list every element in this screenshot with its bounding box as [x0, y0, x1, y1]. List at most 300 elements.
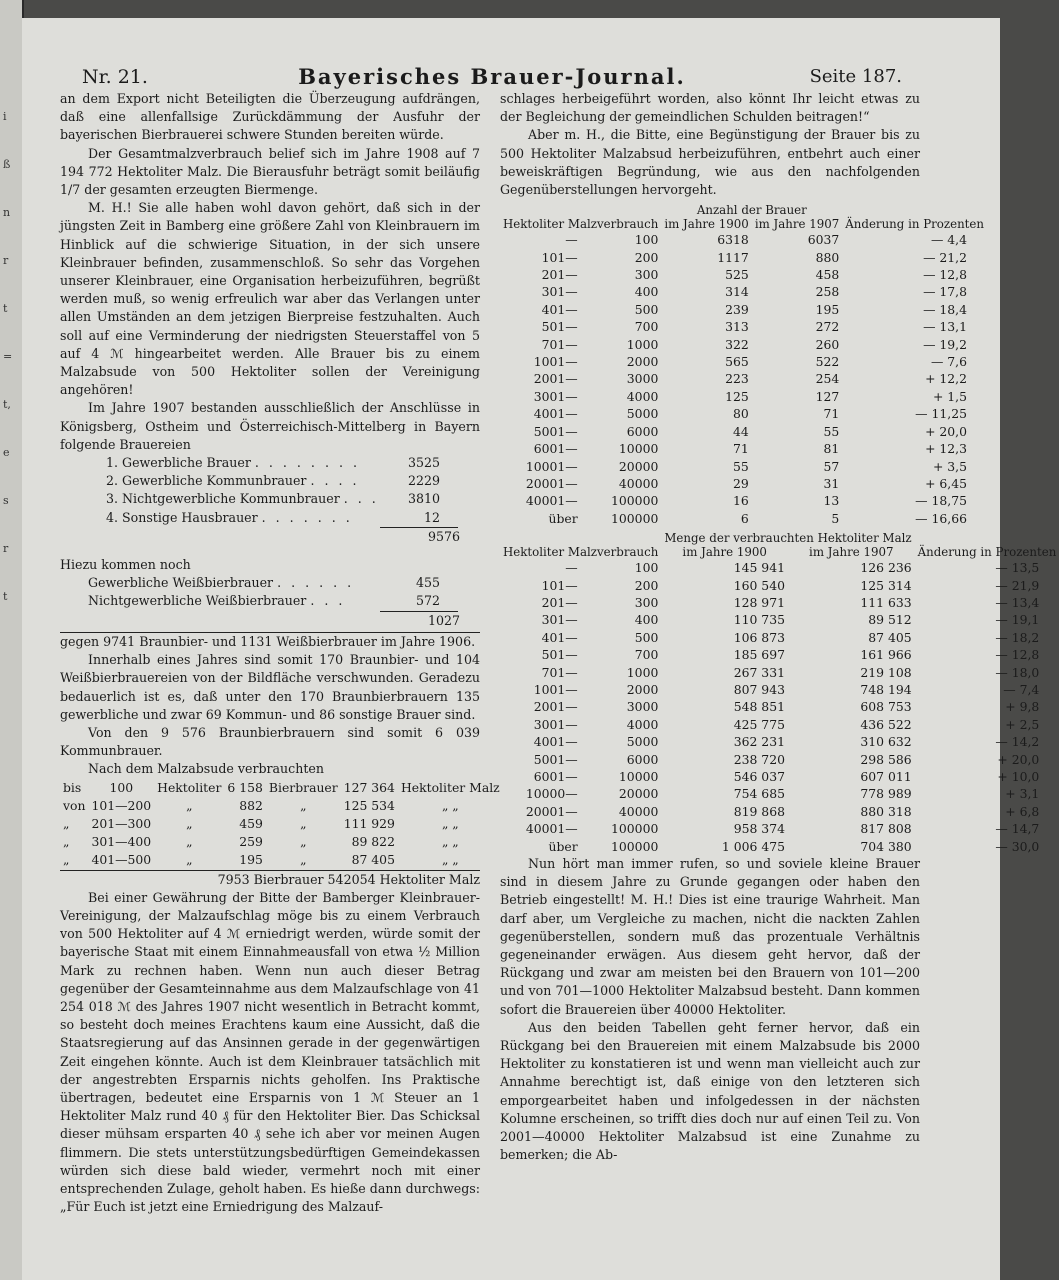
table-cell: 160 540	[733, 577, 785, 593]
table-cell: 608 753	[860, 699, 912, 715]
list-item	[88, 592, 440, 610]
table-row	[500, 594, 1059, 611]
table-cell: 10000	[618, 769, 659, 784]
item-label	[106, 490, 390, 508]
table-cell: 57	[823, 458, 840, 474]
paragraph: gegen 9741 Braunbier- und 1131 Weißbierbrauer im Jahre 1906.	[60, 633, 476, 649]
table-cell: 40001—	[525, 821, 578, 837]
item-name: Nichtgewerbliche Weißbierbrauer	[88, 593, 307, 609]
table-cell: 3001—	[533, 388, 578, 404]
table-cell: Hektoliter	[157, 779, 222, 795]
table-cell: 819 868	[733, 803, 785, 819]
table-cell: — 7,4	[1003, 681, 1040, 697]
table-cell: 87 405	[351, 852, 395, 868]
table-cell: 882	[239, 797, 263, 813]
table-cell: 239	[725, 301, 749, 317]
table-cell: + 3,1	[1005, 786, 1040, 802]
paragraph: Aber m. H., die Bitte, eine Begünstigung der Brauer bis zu 500 Hektoliter Malzabsud herbeizuführen, entbehrt auch einer beweiskräftigen Begründung, wie aus den nachfolgenden Gegenüberstellungen hervorgeht.	[500, 127, 920, 198]
margin-fragment: ß	[3, 158, 11, 171]
table-cell: 111 929	[343, 815, 395, 831]
table-row	[500, 838, 1059, 855]
list-item	[88, 574, 440, 592]
table-cell: 748 194	[860, 681, 912, 697]
table-cell: 145 941	[733, 560, 785, 576]
table-row	[500, 458, 987, 475]
table-cell: + 12,2	[925, 371, 967, 387]
table-cell: 700	[634, 319, 659, 335]
malz-total: 7953 Bierbrauer 542054 Hektoliter Malz	[217, 871, 480, 887]
table-cell: — 19,1	[995, 612, 1040, 628]
table-cell: über	[548, 838, 578, 854]
table-cell: + 1,5	[932, 388, 967, 404]
table-cell: —	[565, 232, 578, 248]
item-value: 572	[415, 593, 440, 609]
margin-fragment: t	[3, 590, 8, 603]
table-cell: 100000	[611, 821, 659, 837]
margin-fragment: s	[3, 494, 9, 507]
table-cell: 80	[733, 406, 749, 422]
table-cell: 100000	[611, 493, 659, 509]
table-cell: 259	[239, 834, 263, 850]
table-cell: „ „	[441, 797, 459, 813]
table-cell: „	[186, 797, 193, 813]
table-cell: 400	[634, 612, 659, 628]
table-cell: über	[548, 510, 578, 526]
table-cell: 29	[733, 475, 749, 491]
table-cell: + 6,8	[1005, 803, 1040, 819]
table-cell: 10000—	[525, 786, 578, 802]
paragraph: Bei einer Gewährung der Bitte der Bamberger Kleinbrauer-Vereinigung, der Malzaufschlag möge bis zu einem Verbrauch von 500 Hektoliter auf 4 ℳ erniedrigt werden, würde somit der bayerische Staat mit einem Einnahmeausfall von etwa ½ Million Mark zu rechnen haben. Wenn nun auch dieser Betrag gegenüber der Gesamteinnahme aus dem Malzaufschlage von 41 254 018 ℳ des Jahres 1907 nicht wesentlich in Betracht kommt, so besteht doch meines Erachtens kaum eine Aussicht, daß die Staatsregierung auf das Ansinnen gerade in der gegenwärtigen Zeit eingehen könnte. Auch ist dem Kleinbrauer tatsächlich mit der angestrebten Ersparnis nichts geholfen. Ins Praktische übertragen, bedeutet eine Ersparnis von 1 ℳ Steuer an 1 Hektoliter Malz rund 40 ₰ für den Hektoliter Bier. Das Schicksal dieser mühsam ersparten 40 ₰ sehe ich aber vor meinen Augen flimmern. Die stets unterstützungsbedürftigen Gemeindekassen würden sich diese bald wieder, vermehrt noch mit einer entsprechenden Zulage, geholt haben. Es hieße dann durchwegs: „Für Euch ist jetzt eine Erniedrigung des Malzauf-	[60, 889, 480, 1215]
list-item	[106, 472, 440, 490]
table-row	[500, 266, 987, 283]
table-cell: 458	[815, 267, 840, 283]
table-cell: 400	[634, 284, 659, 300]
table-cell: 4001—	[533, 406, 578, 422]
table-row	[500, 681, 1059, 698]
table-cell: 127 364	[343, 779, 395, 795]
table-cell: + 3,5	[932, 458, 967, 474]
table-row	[500, 336, 987, 353]
table-cell: „	[300, 797, 307, 813]
table-row	[500, 716, 1059, 733]
table-cell: 44	[733, 423, 749, 439]
table-cell: 6000	[626, 751, 659, 767]
table-cell: + 12,3	[925, 441, 967, 457]
table-cell: — 17,8	[923, 284, 967, 300]
table-row	[500, 510, 987, 527]
table-cell: 71	[733, 441, 749, 457]
table-cell: 362 231	[733, 734, 785, 750]
table-row	[60, 851, 503, 869]
table-cell: 1000	[626, 336, 659, 352]
column-header: Hektoliter Malzverbrauch	[503, 545, 659, 560]
paragraph: Nun hört man immer rufen, so und soviele kleine Brauer sind in diesem Jahre zu Grunde gegangen oder haben den Betrieb eingestellt! M. H.! Dies ist eine traurige Wahrheit. Man darf aber, um Vergleiche zu machen, nicht die nackten Zahlen gegenüberstellen, sondern muß das prozentuale Verhältnis gegeneinander erwägen. Aus diesem geht hervor, daß der Rückgang und zwar am meisten bei den Brauern von 101—200 und von 701—1000 Hektoliter Malzabsud besteht. Dann kommen sofort die Brauereien über 40000 Hektoliter.	[500, 856, 920, 1017]
sum-value: 1027	[427, 612, 460, 628]
table-cell: 4000	[626, 716, 659, 732]
table-cell: — 18,4	[923, 301, 967, 317]
table-cell: 238 720	[733, 751, 785, 767]
table-row	[500, 751, 1059, 768]
table-cell: 880 318	[860, 803, 912, 819]
item-value: 3525	[407, 455, 440, 471]
table-row	[500, 318, 987, 335]
table-cell: 20000	[618, 786, 659, 802]
item-dots: . . . . . . . .	[254, 455, 360, 471]
table-cell: 301—	[541, 284, 578, 300]
table-cell: + 20,0	[997, 751, 1040, 767]
table-cell: 6001—	[533, 769, 578, 784]
paragraph: Von den 9 576 Braunbierbrauern sind somit 6 039 Kommunbrauer.	[60, 724, 480, 759]
table-cell: + 2,5	[1005, 716, 1040, 732]
table-cell: 55	[823, 423, 840, 439]
table-cell: von	[63, 797, 86, 813]
table-cell: 958 374	[733, 821, 785, 837]
table-row	[60, 815, 503, 833]
table-cell: 401—500	[91, 852, 152, 868]
item-label	[106, 509, 390, 527]
table-cell: 525	[725, 267, 749, 283]
table-cell: 3000	[626, 699, 659, 715]
table-cell: 5000	[626, 406, 659, 422]
journal-page	[22, 18, 1057, 1280]
table-cell: 5001—	[533, 423, 578, 439]
table-cell: 401—	[541, 629, 578, 645]
table-cell: — 18,75	[915, 493, 967, 509]
table-cell: 310 632	[860, 734, 912, 750]
table-cell: — 16,66	[915, 510, 967, 526]
table-cell: 201—300	[91, 815, 152, 831]
table-cell: 100	[634, 232, 659, 248]
table-cell: — 4,4	[930, 232, 967, 248]
table-cell: 5000	[626, 734, 659, 750]
page-number: Seite 187.	[809, 66, 902, 87]
margin-fragment: e	[3, 446, 10, 459]
malz-table	[60, 779, 503, 870]
table-row	[500, 577, 1059, 594]
item-label	[106, 472, 390, 490]
table-row	[500, 231, 987, 248]
table-cell: 110 735	[733, 612, 785, 628]
table-cell: — 13,5	[995, 560, 1040, 576]
table-cell: 4000	[626, 388, 659, 404]
table-cell: 2001—	[533, 699, 578, 715]
table-cell: 565	[725, 354, 749, 370]
table-cell: — 21,2	[923, 249, 967, 265]
table-cell: 101—	[541, 577, 578, 593]
table-cell: 254	[815, 371, 840, 387]
item-dots: . . . . . . .	[261, 509, 353, 525]
item-label	[88, 574, 390, 592]
table-cell: 100	[634, 560, 659, 576]
malt-volume-table	[500, 531, 1059, 855]
paragraph: an dem Export nicht Beteiligten die Überzeugung aufdrängen, daß eine allenfallsige Zurückdämmung der Ausfuhr der bayerischen Bierbrauerei schwere Stunden bereiten würde.	[60, 91, 480, 143]
table-cell: 3000	[626, 371, 659, 387]
table-cell: 522	[815, 354, 840, 370]
table-cell: — 13,1	[923, 319, 967, 335]
column-header: im Jahre 1900	[664, 217, 749, 232]
table-row	[500, 388, 987, 405]
table-cell: 301—400	[91, 834, 152, 850]
table-cell: 500	[634, 629, 659, 645]
table-row	[500, 370, 987, 387]
table-cell: + 9,8	[1005, 699, 1040, 715]
table-cell: „	[300, 815, 307, 831]
issue-number: Nr. 21.	[82, 66, 148, 88]
table-cell: 106 873	[733, 629, 785, 645]
table-cell: 6001—	[533, 441, 578, 457]
table-cell: 40001—	[525, 493, 578, 509]
brewer-count-table	[500, 203, 987, 527]
table-row	[500, 405, 987, 422]
table-cell: „ „	[441, 834, 459, 850]
paragraph: Nach dem Malzabsude verbrauchten	[88, 761, 324, 777]
column-header-group: Anzahl der Brauer	[696, 203, 807, 218]
table-cell: 71	[823, 406, 840, 422]
table-cell: 548 851	[733, 699, 785, 715]
list-item	[106, 509, 440, 527]
table-row	[500, 646, 1059, 663]
table-cell: — 14,7	[995, 821, 1040, 837]
table-cell: — 7,6	[930, 354, 967, 370]
table-cell: 5001—	[533, 751, 578, 767]
table-cell: 1001—	[533, 354, 578, 370]
table-cell: 313	[725, 319, 749, 335]
paragraph: Der Gesamtmalzverbrauch belief sich im Jahre 1908 auf 7 194 772 Hektoliter Malz. Die Bierausfuhr beträgt somit beiläufig 1/7 der gesamten erzeugten Biermenge.	[60, 145, 480, 198]
table-cell: Bierbrauer	[268, 779, 338, 795]
table-cell: 1117	[717, 249, 749, 265]
table-cell: — 12,8	[995, 647, 1040, 663]
table-cell: 2000	[626, 354, 659, 370]
table-cell: 161 966	[860, 647, 912, 663]
item-name: 4. Sonstige Hausbrauer	[106, 509, 258, 525]
table-cell: 425 775	[733, 716, 785, 732]
table-cell: 3001—	[533, 716, 578, 732]
table-cell: 128 971	[733, 594, 785, 610]
margin-fragment: n	[3, 206, 11, 219]
table-cell: 701—	[541, 664, 578, 680]
table-cell: 6000	[626, 423, 659, 439]
table-cell: 13	[823, 493, 840, 509]
table-cell: 100	[109, 779, 134, 795]
item-label	[88, 592, 390, 610]
table-row	[500, 785, 1059, 802]
table-row	[500, 475, 987, 492]
item-name: Gewerbliche Weißbierbrauer	[88, 575, 274, 591]
table-cell: — 12,8	[923, 267, 967, 283]
table-cell: — 18,2	[995, 629, 1040, 645]
table-cell: 2001—	[533, 371, 578, 387]
column-header: Hektoliter Malzverbrauch	[503, 217, 659, 232]
table-cell: „	[186, 815, 193, 831]
table-cell: 1001—	[533, 681, 578, 697]
item-value: 12	[423, 509, 440, 525]
table-cell: 500	[634, 301, 659, 317]
table-cell: 223	[725, 371, 749, 387]
table-cell: 6	[740, 510, 749, 526]
item-name: 3. Nichtgewerbliche Kommunbrauer	[106, 491, 340, 507]
table-cell: 298 586	[860, 751, 912, 767]
item-name: 1. Gewerbliche Brauer	[106, 455, 251, 471]
table-cell: 607 011	[860, 769, 912, 784]
table-cell: 100000	[611, 838, 659, 854]
column-header: Änderung in Prozenten	[917, 545, 1057, 560]
list-item	[106, 454, 440, 472]
left-column	[60, 90, 500, 1216]
table-cell: 89 512	[868, 612, 912, 628]
table-cell: —	[565, 560, 578, 576]
table-cell: 1000	[626, 664, 659, 680]
table-cell: „ „	[441, 852, 459, 868]
margin-fragment: =	[3, 350, 13, 363]
item-value: 455	[415, 575, 440, 591]
table-row	[500, 559, 1059, 576]
margin-fragment: i	[3, 110, 7, 123]
table-cell: — 30,0	[995, 838, 1040, 854]
weissbier-list	[60, 574, 480, 610]
table-cell: 40000	[618, 475, 659, 491]
table-cell: 778 989	[860, 786, 912, 802]
table-cell: 6037	[807, 232, 840, 248]
table-cell: 200	[634, 577, 659, 593]
table-cell: 89 822	[351, 834, 395, 850]
table-cell: 2000	[626, 681, 659, 697]
previous-page-edge	[0, 0, 24, 1280]
table-cell: — 14,2	[995, 734, 1040, 750]
margin-fragment: t	[3, 302, 8, 315]
journal-title: Bayerisches Brauer-Journal.	[298, 64, 686, 89]
list-item	[106, 490, 440, 508]
table-cell: „	[186, 834, 193, 850]
brewery-list	[60, 454, 480, 527]
table-cell: 185 697	[733, 647, 785, 663]
item-value: 2229	[407, 473, 440, 489]
item-value: 3810	[407, 491, 440, 507]
sum-value: 9576	[427, 528, 460, 544]
paragraph: M. H.! Sie alle haben wohl davon gehört, daß sich in der jüngsten Zeit in Bamberg eine größere Zahl von Kleinbrauern im Hinblick auf die schwierige Situation, in der sich unsere Kleinbrauer befinden, zusammenschloß. So sehr das Vorgehen unserer Kleinbrauer, eine Organisation herbeizuführen, begrüßt werden muß, so wenig erfreulich war aber das Verlangen unter allen Umständen an dem jetzigen Bierpreise festzuhalten. Auch soll auf eine Verminderung der niedrigsten Steuerstaffel von 5 auf 4 ℳ hingearbeitet werden. Alle Brauer bis zu einem Malzabsude von 500 Hektoliter sollen der Vereinigung angehören!	[60, 200, 480, 398]
table-row	[60, 779, 503, 797]
table-cell: 314	[725, 284, 749, 300]
table-cell: 127	[815, 388, 840, 404]
table-cell: 300	[634, 594, 659, 610]
table-cell: 40000	[618, 803, 659, 819]
table-row	[500, 698, 1059, 715]
table-cell: 111 633	[860, 594, 912, 610]
table-cell: + 20,0	[925, 423, 967, 439]
table-cell: 1 006 475	[721, 838, 785, 854]
table-cell: „	[63, 834, 70, 850]
table-cell: 10000	[618, 441, 659, 457]
table-cell: 754 685	[733, 786, 785, 802]
table-cell: 4001—	[533, 734, 578, 750]
column-header: im Jahre 1900	[682, 545, 767, 560]
table-cell: 880	[815, 249, 840, 265]
column-header: im Jahre 1907	[809, 545, 894, 560]
table-cell: 6 158	[227, 779, 263, 795]
item-dots: . . .	[343, 491, 379, 507]
table-row	[60, 797, 503, 815]
table-row	[500, 629, 1059, 646]
item-dots: . . . . . .	[277, 575, 355, 591]
table-cell: 195	[815, 301, 840, 317]
table-cell: „ „	[441, 815, 459, 831]
table-cell: „	[300, 852, 307, 868]
table-cell: 258	[815, 284, 840, 300]
margin-fragment: r	[3, 254, 9, 267]
table-cell: 700	[634, 647, 659, 663]
table-cell: „	[300, 834, 307, 850]
table-cell: — 11,25	[915, 406, 967, 422]
table-cell: 267 331	[733, 664, 785, 680]
column-header-group: Menge der verbrauchten Hektoliter Malz	[664, 531, 912, 546]
table-row	[60, 833, 503, 851]
table-cell: 300	[634, 267, 659, 283]
table-cell: 125	[725, 388, 749, 404]
table-cell: 81	[823, 441, 840, 457]
paragraph: Aus den beiden Tabellen geht ferner hervor, daß ein Rückgang bei den Brauereien mit einem Malzabsude bis 2000 Hektoliter zu konstatieren ist und wenn man vielleicht auch zur Annahme berechtigt ist, daß einige von den letzteren sich emporgearbeitet haben und infolgedessen in der nächsten Kolumne erscheinen, so trifft dies doch nur auf einen Teil zu. Von 2001—40000 Hektoliter Malzabsud ist eine Zunahme zu bemerken; die Ab-	[500, 1019, 920, 1163]
table-row	[500, 440, 987, 457]
table-cell: 126 236	[860, 560, 912, 576]
paragraph: Im Jahre 1907 bestanden ausschließlich der Anschlüsse in Königsberg, Ostheim und Österreichisch-Mittelberg in Bayern folgende Brauereien	[60, 400, 480, 452]
table-cell: 125 534	[343, 797, 395, 813]
margin-fragment: t,	[3, 398, 11, 411]
item-name: 2. Gewerbliche Kommunbrauer	[106, 473, 307, 489]
table-cell: 20001—	[525, 803, 578, 819]
table-cell: 101—	[541, 249, 578, 265]
table-row	[500, 611, 1059, 628]
table-cell: 31	[823, 475, 840, 491]
table-cell: 5	[831, 510, 840, 526]
table-row	[500, 803, 1059, 820]
table-cell: 55	[733, 458, 749, 474]
table-cell: 272	[815, 319, 840, 335]
table-cell: Hektoliter Malz	[400, 779, 500, 795]
table-cell: — 19,2	[923, 336, 967, 352]
item-dots: . . .	[310, 593, 346, 609]
table-row	[500, 301, 987, 318]
table-cell: 436 522	[860, 716, 912, 732]
table-row	[500, 733, 1059, 750]
table-cell: 87 405	[868, 629, 912, 645]
item-dots: . . . .	[310, 473, 360, 489]
table-cell: + 10,0	[997, 769, 1040, 784]
table-cell: + 6,45	[925, 475, 967, 491]
margin-fragment: r	[3, 542, 9, 555]
table-cell: 701—	[541, 336, 578, 352]
table-row	[500, 353, 987, 370]
table-cell: 807 943	[733, 681, 785, 697]
table-cell: 201—	[541, 267, 578, 283]
table-row	[500, 768, 1059, 785]
table-cell: 501—	[541, 647, 578, 663]
table-cell: 201—	[541, 594, 578, 610]
table-row	[500, 423, 987, 440]
table-cell: 260	[815, 336, 840, 352]
table-row	[500, 249, 987, 266]
right-column	[500, 90, 1057, 1164]
table-cell: 459	[239, 815, 263, 831]
column-header: Änderung in Prozenten	[845, 217, 984, 232]
table-cell: „	[63, 815, 70, 831]
table-row	[500, 283, 987, 300]
table-cell: 100000	[611, 510, 659, 526]
table-cell: — 21,9	[995, 577, 1040, 593]
table-cell: 125 314	[860, 577, 912, 593]
table-cell: „	[63, 852, 70, 868]
table-cell: 546 037	[733, 769, 785, 784]
table-row	[500, 820, 1059, 837]
table-cell: 20000	[618, 458, 659, 474]
paragraph: Hiezu kommen noch	[60, 557, 191, 573]
